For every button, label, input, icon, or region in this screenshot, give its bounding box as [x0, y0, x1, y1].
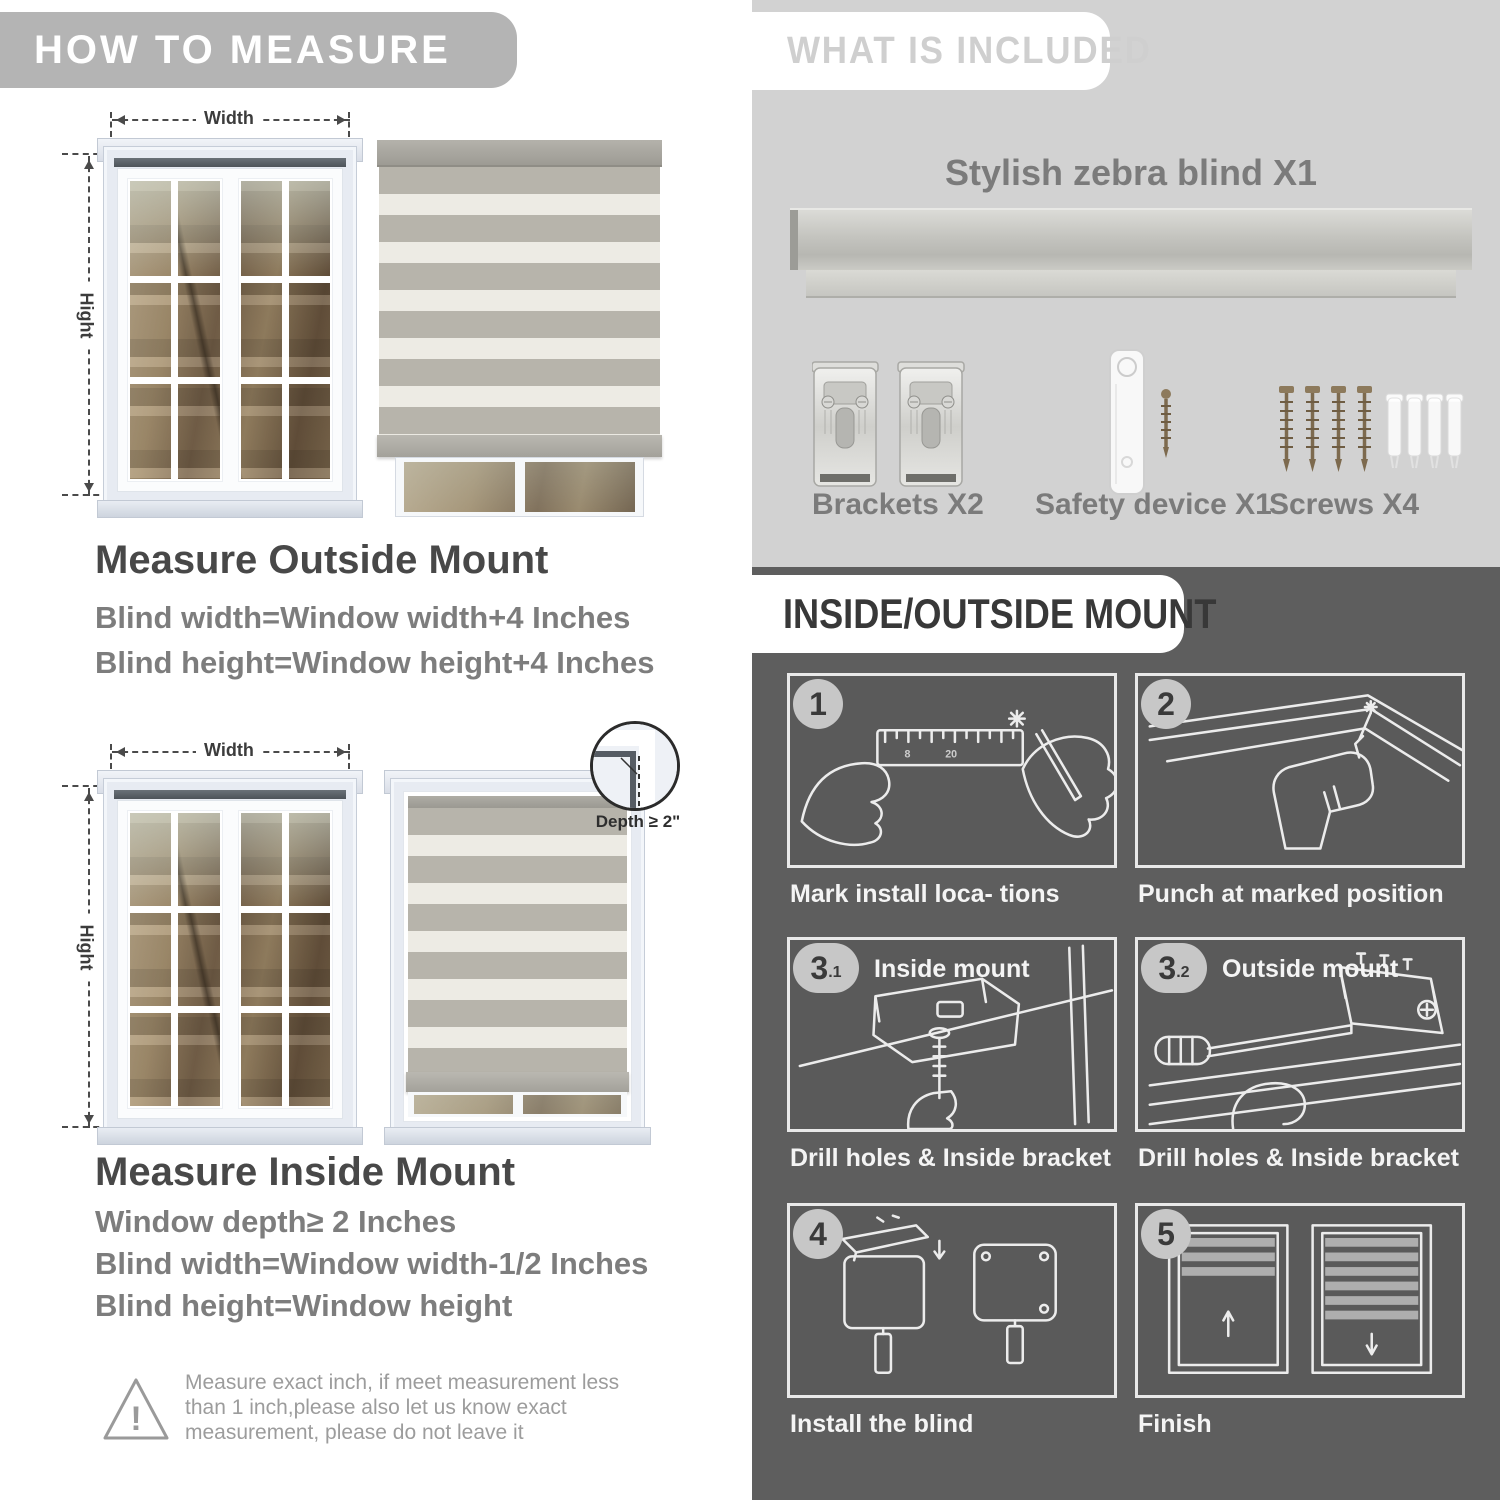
- how-to-measure-header-bar: [0, 12, 517, 88]
- depth-detail-circle: [590, 721, 680, 811]
- window-illustration-outside: [103, 138, 357, 518]
- outside-mount-title: Measure Outside Mount: [95, 538, 549, 582]
- mount-title: INSIDE/OUTSIDE MOUNT: [782, 590, 1217, 637]
- warning-triangle-icon: [100, 1374, 172, 1446]
- blind-headrail-valance: [806, 270, 1456, 298]
- svg-text:!: !: [130, 1400, 142, 1438]
- step-3-2-caption: Drill holes & Inside bracket: [1138, 1144, 1459, 1172]
- outside-mount-line2: Blind height=Window height+4 Inches: [95, 645, 655, 680]
- blind-bottom-rail: [406, 1072, 629, 1092]
- window-top-rail: [114, 158, 346, 167]
- step-4-panel: [787, 1203, 1117, 1398]
- inside-mount-line1: Window depth≥ 2 Inches: [95, 1204, 457, 1239]
- step-5-caption: Finish: [1138, 1410, 1212, 1438]
- brackets-label: Brackets X2: [812, 488, 984, 521]
- inside-mount-line2: Blind width=Window width-1/2 Inches: [95, 1246, 649, 1281]
- window-illustration-inside: [103, 770, 357, 1145]
- what-is-included-header-bar: [752, 12, 1152, 90]
- svg-text:20: 20: [945, 748, 958, 761]
- window-below-blind: [408, 1092, 627, 1117]
- blind-headrail-image: [790, 208, 1472, 270]
- step-2-badge: 2: [1141, 679, 1191, 729]
- height-label-inside: Hight: [76, 914, 97, 982]
- blind-fabric: [379, 167, 660, 435]
- mount-header-bar: [752, 575, 1217, 653]
- width-label-outside: Width: [196, 108, 262, 129]
- step-2-caption: Punch at marked position: [1138, 880, 1444, 908]
- step-3-1-badge: 3 .1: [793, 943, 859, 993]
- screws-label: Screws X4: [1268, 488, 1420, 521]
- blind-title: Stylish zebra blind X1: [944, 152, 1318, 193]
- step-3-1-caption: Drill holes & Inside bracket: [790, 1144, 1111, 1172]
- step-4-badge: 4: [793, 1209, 843, 1259]
- inside-outside-mount-section: [752, 567, 1500, 1500]
- outside-mount-line1: Blind width=Window width+4 Inches: [95, 600, 631, 635]
- window-below-blind: [395, 457, 644, 517]
- zebra-blind-outside-mount: [377, 140, 662, 517]
- depth-label: Depth ≥ 2": [595, 812, 681, 831]
- window-frame: [103, 146, 357, 506]
- svg-text:8: 8: [904, 748, 911, 761]
- step-4-caption: Install the blind: [790, 1410, 974, 1438]
- inside-mount-line3: Blind height=Window height: [95, 1288, 513, 1323]
- how-to-measure-title: HOW TO MEASURE: [34, 27, 451, 72]
- step-1-badge: 1: [793, 679, 843, 729]
- what-is-included-section: [752, 0, 1500, 567]
- blind-fabric: [408, 808, 627, 1072]
- safety-device-image: [1104, 346, 1184, 504]
- safety-device-label: Safety device X1: [1035, 488, 1272, 521]
- step-3-2-badge: 3 .2: [1141, 943, 1207, 993]
- blind-cassette: [377, 140, 662, 167]
- step-1-caption: Mark install loca- tions: [790, 880, 1060, 908]
- what-is-included-title: WHAT IS INCLUDED: [786, 29, 1152, 72]
- inside-mount-title: Measure Inside Mount: [95, 1150, 516, 1194]
- step-5-panel: [1135, 1203, 1465, 1398]
- warning-text: Measure exact inch, if meet measurement less than 1 inch,please also let us know exact measurement, please do not leave it: [185, 1371, 620, 1444]
- step-3-2-label: Outside mount: [1222, 955, 1399, 983]
- step-3-1-label: Inside mount: [874, 955, 1030, 983]
- step-3-1-panel: [787, 937, 1117, 1132]
- step-2-panel: [1135, 673, 1465, 868]
- height-label-outside: Hight: [76, 282, 97, 350]
- blind-cassette: [408, 796, 627, 808]
- step-3-2-panel: [1135, 937, 1465, 1132]
- screws-image: [1276, 384, 1472, 488]
- window-glass: [117, 168, 343, 492]
- blind-bottom-rail: [377, 435, 662, 457]
- brackets-image: [812, 356, 972, 504]
- step-5-badge: 5: [1141, 1209, 1191, 1259]
- window-sill: [97, 500, 363, 518]
- width-label-inside: Width: [196, 740, 262, 761]
- step-1-panel: [787, 673, 1117, 868]
